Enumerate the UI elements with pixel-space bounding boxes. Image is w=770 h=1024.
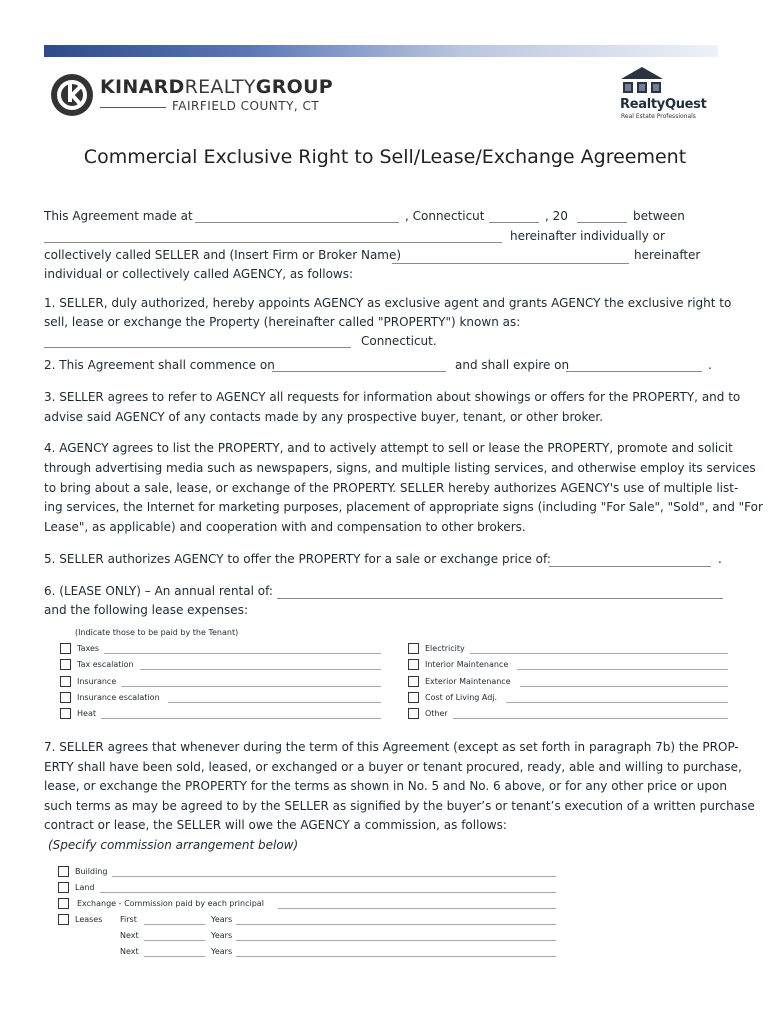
p1-connecticut: Connecticut. bbox=[361, 334, 437, 348]
expense-checkbox-tax-escalation[interactable] bbox=[60, 659, 71, 670]
commission-checkbox-exchange[interactable] bbox=[58, 898, 69, 909]
expense-label-interior-maintenance: Interior Maintenance bbox=[425, 660, 509, 669]
partner-tagline: Real Estate Professionals bbox=[621, 113, 696, 120]
p4-line-5: Lease", as applicable) and cooperation with and compensation to other brokers. bbox=[44, 520, 526, 534]
brand-name: KINARDREALTYGROUP bbox=[100, 76, 334, 98]
sale-price-field[interactable] bbox=[549, 566, 711, 567]
p1-line-2: sell, lease or exchange the Property (hereinafter called "PROPERTY") known as: bbox=[44, 315, 521, 329]
expense-checkbox-cost-of-living[interactable] bbox=[408, 692, 419, 703]
partner-name: RealtyQuest bbox=[620, 97, 707, 112]
intro-hereinafter: hereinafter bbox=[634, 248, 701, 262]
p7-line-3: lease, or exchange the PROPERTY for the terms as shown in No. 5 and No. 6 above, or for any other price or upon bbox=[44, 779, 727, 793]
intro-agency-line: individual or collectively called AGENCY, as follows: bbox=[44, 267, 354, 281]
p1-line-1: 1. SELLER, duly authorized, hereby appoints AGENCY as exclusive agent and grants AGENCY the exclusive right to bbox=[44, 296, 732, 310]
expense-label-exterior-maintenance: Exterior Maintenance bbox=[425, 677, 511, 686]
document-title: Commercial Exclusive Right to Sell/Lease/Exchange Agreement bbox=[83, 146, 687, 168]
lease-first-line[interactable] bbox=[236, 924, 556, 925]
expense-line-interior-maintenance[interactable] bbox=[517, 669, 728, 670]
expense-line-insurance[interactable] bbox=[121, 686, 381, 687]
brand-divider bbox=[100, 107, 166, 108]
p2-expire: and shall expire on bbox=[455, 358, 570, 372]
expense-checkbox-insurance[interactable] bbox=[60, 676, 71, 687]
p7-line-4: such terms as may be agreed to by the SELLER as signified by the buyer’s or tenant’s execution of a written purchase bbox=[44, 799, 755, 813]
header-color-bar bbox=[44, 45, 718, 57]
lease-unit-next-1: Years bbox=[211, 931, 233, 940]
expense-checkbox-exterior-maintenance[interactable] bbox=[408, 676, 419, 687]
lease-next-2-line[interactable] bbox=[236, 956, 556, 957]
annual-rental-field[interactable] bbox=[277, 598, 723, 599]
lease-unit-first: Years bbox=[211, 915, 233, 924]
intro-made-at: This Agreement made at bbox=[44, 209, 193, 223]
expense-checkbox-insurance-escalation[interactable] bbox=[60, 692, 71, 703]
p5-period: . bbox=[718, 552, 722, 566]
expire-date-field[interactable] bbox=[566, 371, 702, 372]
brand-location: FAIRFIELD COUNTY, CT bbox=[172, 99, 320, 113]
broker-name-field[interactable] bbox=[392, 263, 629, 264]
expense-line-cost-of-living[interactable] bbox=[506, 702, 728, 703]
lease-next-2-amount-field[interactable] bbox=[144, 956, 205, 957]
commission-checkbox-leases[interactable] bbox=[58, 914, 69, 925]
commission-checkbox-building[interactable] bbox=[58, 866, 69, 877]
kinard-logo-icon bbox=[51, 74, 93, 116]
p6-note: (Indicate those to be paid by the Tenant) bbox=[75, 628, 239, 637]
property-address-field[interactable] bbox=[44, 347, 351, 348]
expense-checkbox-electricity[interactable] bbox=[408, 643, 419, 654]
expense-line-other[interactable] bbox=[453, 718, 728, 719]
p6-line-1: 6. (LEASE ONLY) – An annual rental of: bbox=[44, 584, 273, 598]
expense-label-taxes: Taxes bbox=[77, 644, 100, 653]
expense-line-taxes[interactable] bbox=[104, 653, 381, 654]
p4-line-4: ing services, the Internet for marketing purposes, placement of appropriate signs (including "For Sale", "Sold", and "For bbox=[44, 500, 763, 514]
p7-specify: (Specify commission arrangement below) bbox=[48, 838, 299, 852]
expense-label-tax-escalation: Tax escalation bbox=[77, 660, 134, 669]
commission-label-leases: Leases bbox=[75, 915, 103, 924]
intro-seller-line: collectively called SELLER and (Insert Firm or Broker Name) bbox=[44, 248, 402, 262]
lease-term-next-2: Next bbox=[120, 947, 139, 956]
realtyquest-house-icon bbox=[618, 66, 666, 100]
commission-line-land[interactable] bbox=[100, 892, 556, 893]
p7-line-2: ERTY shall have been sold, leased, or exchanged or a buyer or tenant procured, ready, able and willing to purchase, bbox=[44, 760, 742, 774]
agreement-location-field[interactable] bbox=[195, 222, 399, 223]
p4-line-2: through advertising media such as newspapers, signs, and multiple listing services, and otherwise employ its services bbox=[44, 461, 756, 475]
expense-line-heat[interactable] bbox=[101, 718, 381, 719]
seller-name-field[interactable] bbox=[44, 242, 502, 243]
commence-date-field[interactable] bbox=[272, 371, 446, 372]
expense-line-tax-escalation[interactable] bbox=[140, 669, 381, 670]
commission-label-land: Land bbox=[75, 883, 95, 892]
lease-first-amount-field[interactable] bbox=[144, 924, 205, 925]
commission-label-exchange: Exchange - Commission paid by each principal bbox=[77, 899, 264, 908]
expense-checkbox-interior-maintenance[interactable] bbox=[408, 659, 419, 670]
intro-hereinafter-individually: hereinafter individually or bbox=[510, 229, 665, 243]
agreement-year-field[interactable] bbox=[577, 222, 627, 223]
lease-next-1-amount-field[interactable] bbox=[144, 940, 205, 941]
commission-checkbox-land[interactable] bbox=[58, 882, 69, 893]
p3-line-2: advise said AGENCY of any contacts made by any prospective buyer, tenant, or other broker. bbox=[44, 410, 604, 424]
expense-label-cost-of-living: Cost of Living Adj. bbox=[425, 693, 498, 702]
p6-line-2: and the following lease expenses: bbox=[44, 603, 248, 617]
lease-term-next-1: Next bbox=[120, 931, 139, 940]
expense-label-electricity: Electricity bbox=[425, 644, 465, 653]
commission-line-exchange[interactable] bbox=[278, 908, 556, 909]
lease-next-1-line[interactable] bbox=[236, 940, 556, 941]
p2-period: . bbox=[708, 358, 712, 372]
p7-line-1: 7. SELLER agrees that whenever during the term of this Agreement (except as set forth in paragraph 7b) the PROP- bbox=[44, 740, 739, 754]
expense-label-heat: Heat bbox=[77, 709, 96, 718]
p4-line-3: to bring about a sale, lease, or exchange of the PROPERTY. SELLER hereby authorizes AGENCY's use of multiple list- bbox=[44, 481, 739, 495]
commission-line-building[interactable] bbox=[112, 876, 556, 877]
p7-line-5: contract or lease, the SELLER will owe the AGENCY a commission, as follows: bbox=[44, 818, 507, 832]
commission-label-building: Building bbox=[75, 867, 108, 876]
p3-line-1: 3. SELLER agrees to refer to AGENCY all requests for information about showings or offers for the PROPERTY, and to bbox=[44, 390, 741, 404]
expense-checkbox-heat[interactable] bbox=[60, 708, 71, 719]
expense-line-electricity[interactable] bbox=[470, 653, 728, 654]
p4-line-1: 4. AGENCY agrees to list the PROPERTY, and to actively attempt to sell or lease the PROPERTY, promote and solicit bbox=[44, 441, 733, 455]
expense-checkbox-taxes[interactable] bbox=[60, 643, 71, 654]
p5-text: 5. SELLER authorizes AGENCY to offer the PROPERTY for a sale or exchange price of: bbox=[44, 552, 551, 566]
lease-term-first: First bbox=[120, 915, 137, 924]
expense-line-exterior-maintenance[interactable] bbox=[520, 686, 728, 687]
expense-label-insurance-escalation: Insurance escalation bbox=[77, 693, 160, 702]
p2-commence: 2. This Agreement shall commence on bbox=[44, 358, 275, 372]
expense-line-insurance-escalation[interactable] bbox=[168, 702, 381, 703]
intro-year-prefix: , 20 bbox=[545, 209, 568, 223]
expense-label-insurance: Insurance bbox=[77, 677, 117, 686]
expense-checkbox-other[interactable] bbox=[408, 708, 419, 719]
lease-unit-next-2: Years bbox=[211, 947, 233, 956]
intro-connecticut: , Connecticut bbox=[405, 209, 485, 223]
agreement-date-field[interactable] bbox=[489, 222, 539, 223]
intro-between: between bbox=[633, 209, 685, 223]
expense-label-other: Other bbox=[425, 709, 448, 718]
